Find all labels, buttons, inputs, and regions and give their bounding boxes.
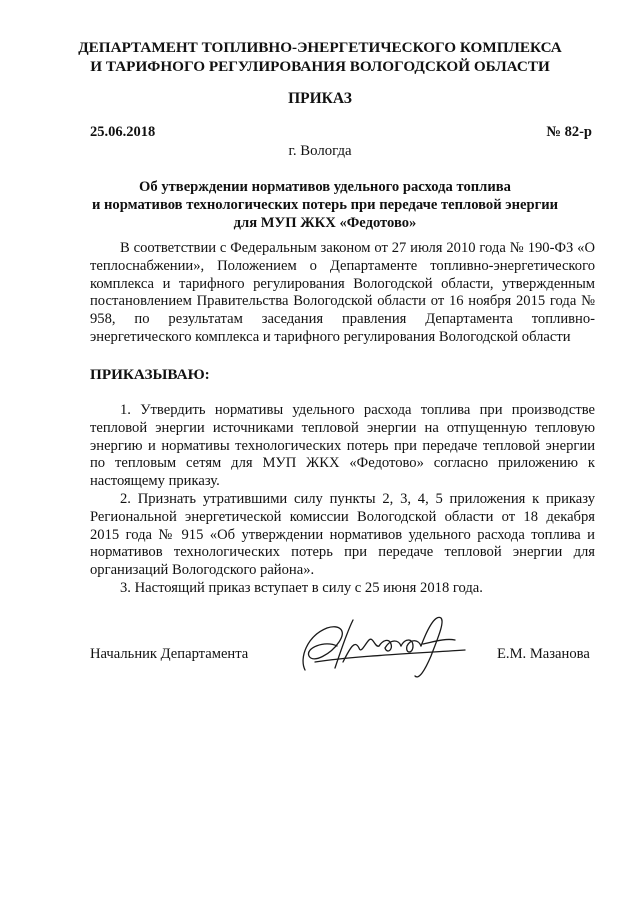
- order-item-2: 2. Признать утратившими силу пункты 2, 3, 4, 5 приложения к приказу Региональной энергетической комиссии Вологодской области от 18 декабря 2015 года № 915 «Об утверждении нормативов удельного расхода топлива и нормативов технологических потерь при передаче тепловой энергии для организаций Вологодского района».: [90, 490, 595, 579]
- order-items: [90, 402, 595, 598]
- order-number: № 82-р: [546, 124, 592, 140]
- signatory-position: Начальник Департамента: [90, 646, 249, 662]
- department-header: [60, 38, 580, 76]
- order-item-1: 1. Утвердить нормативы удельного расхода топлива при производстве тепловой энергии источниками тепловой энергии на отпущенную тепловую энергию и нормативы технологических потерь при передаче тепловой энергии по тепловым сетям для МУП ЖКХ «Федотово» согласно приложению к настоящему приказу.: [90, 402, 595, 490]
- department-line-1: ДЕПАРТАМЕНТ ТОПЛИВНО-ЭНЕРГЕТИЧЕСКОГО КОМПЛЕКСА: [78, 39, 562, 56]
- order-word: ПРИКАЗЫВАЮ:: [90, 366, 210, 383]
- subject-line-2: и нормативов технологических потерь при передаче тепловой энергии: [91, 197, 559, 213]
- document-type: ПРИКАЗ: [288, 90, 352, 107]
- subject-line-1: Об утверждении нормативов удельного расхода топлива: [139, 179, 511, 195]
- city: г. Вологда: [288, 143, 352, 159]
- order-item-3: 3. Настоящий приказ вступает в силу с 25 июня 2018 года.: [120, 579, 483, 596]
- signatory-name: Е.М. Мазанова: [497, 646, 590, 662]
- department-line-2: И ТАРИФНОГО РЕГУЛИРОВАНИЯ ВОЛОГОДСКОЙ ОБЛАСТИ: [90, 58, 550, 75]
- order-date: 25.06.2018: [90, 124, 156, 140]
- order-subject: [80, 178, 570, 232]
- subject-line-3: для МУП ЖКХ «Федотово»: [233, 215, 417, 231]
- intro-paragraph: В соответствии с Федеральным законом от 27 июля 2010 года № 190-ФЗ «О теплоснабжении», Положением о Департаменте топливно-энергетического комплекса и тарифного регулирования Вологодской области, утвержденным постановлением Правительства Вологодской области от 16 ноября 2015 года № 958, по результатам заседания правления Департамента топливно-энергетического комплекса и тарифного регулирования Вологодской области: [90, 240, 595, 345]
- handwritten-signature: [295, 610, 475, 682]
